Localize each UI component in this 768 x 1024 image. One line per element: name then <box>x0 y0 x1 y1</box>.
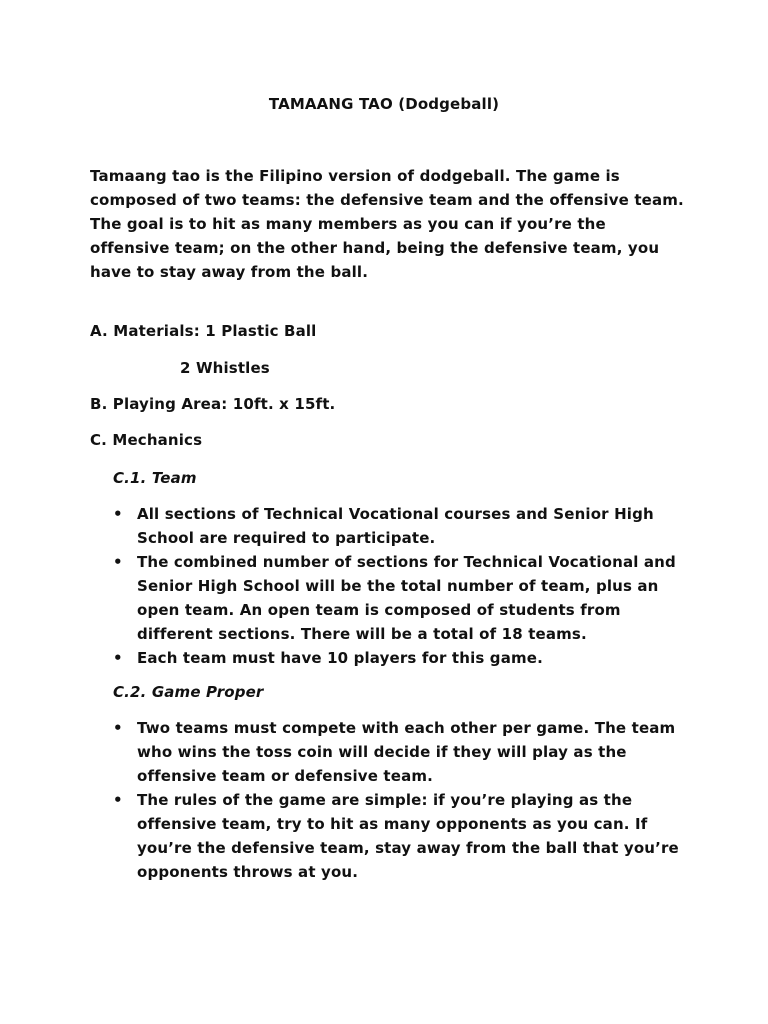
list-item-text: All sections of Technical Vocational courses and Senior High School are required to participate. <box>137 505 654 547</box>
bullet-icon: • <box>113 553 123 571</box>
intro-paragraph: Tamaang tao is the Filipino version of dodgeball. The game is composed of two teams: the defensive team and the offensive team. The goal is to hit as many members as you can if you’re the offensive team; on the other hand, being the defensive team, you have to stay away from the ball. <box>90 167 684 281</box>
document-title: TAMAANG TAO (Dodgeball) <box>268 95 500 113</box>
materials-line: A. Materials: 1 Plastic Ball <box>90 322 317 340</box>
list-item-text: The rules of the game are simple: if you’re playing as the offensive team, try to hit as many opponents as you can. If you’re the defensive team, stay away from the ball that you’re opponents throws at you. <box>137 791 679 881</box>
game-proper-subheading: C.2. Game Proper <box>113 683 264 701</box>
list-item <box>113 646 693 670</box>
bullet-icon: • <box>113 719 123 737</box>
materials-line-continued: 2 Whistles <box>180 359 270 377</box>
list-item-text: The combined number of sections for Technical Vocational and Senior High School will be the total number of team, plus an open team. An open team is composed of students from different sections. There will be a total of 18 teams. <box>137 553 676 643</box>
playing-area-line: B. Playing Area: 10ft. x 15ft. <box>90 395 336 413</box>
list-item <box>113 502 693 550</box>
team-bullet-list <box>113 502 693 670</box>
list-item <box>113 550 693 646</box>
list-item <box>113 788 693 884</box>
mechanics-heading: C. Mechanics <box>90 431 203 449</box>
bullet-icon: • <box>113 649 123 667</box>
list-item-text: Each team must have 10 players for this game. <box>137 649 543 667</box>
team-subheading: C.1. Team <box>113 469 197 487</box>
list-item <box>113 716 693 788</box>
game-bullet-list <box>113 716 693 884</box>
bullet-icon: • <box>113 791 123 809</box>
list-item-text: Two teams must compete with each other per game. The team who wins the toss coin will decide if they will play as the offensive team or defensive team. <box>137 719 676 785</box>
bullet-icon: • <box>113 505 123 523</box>
